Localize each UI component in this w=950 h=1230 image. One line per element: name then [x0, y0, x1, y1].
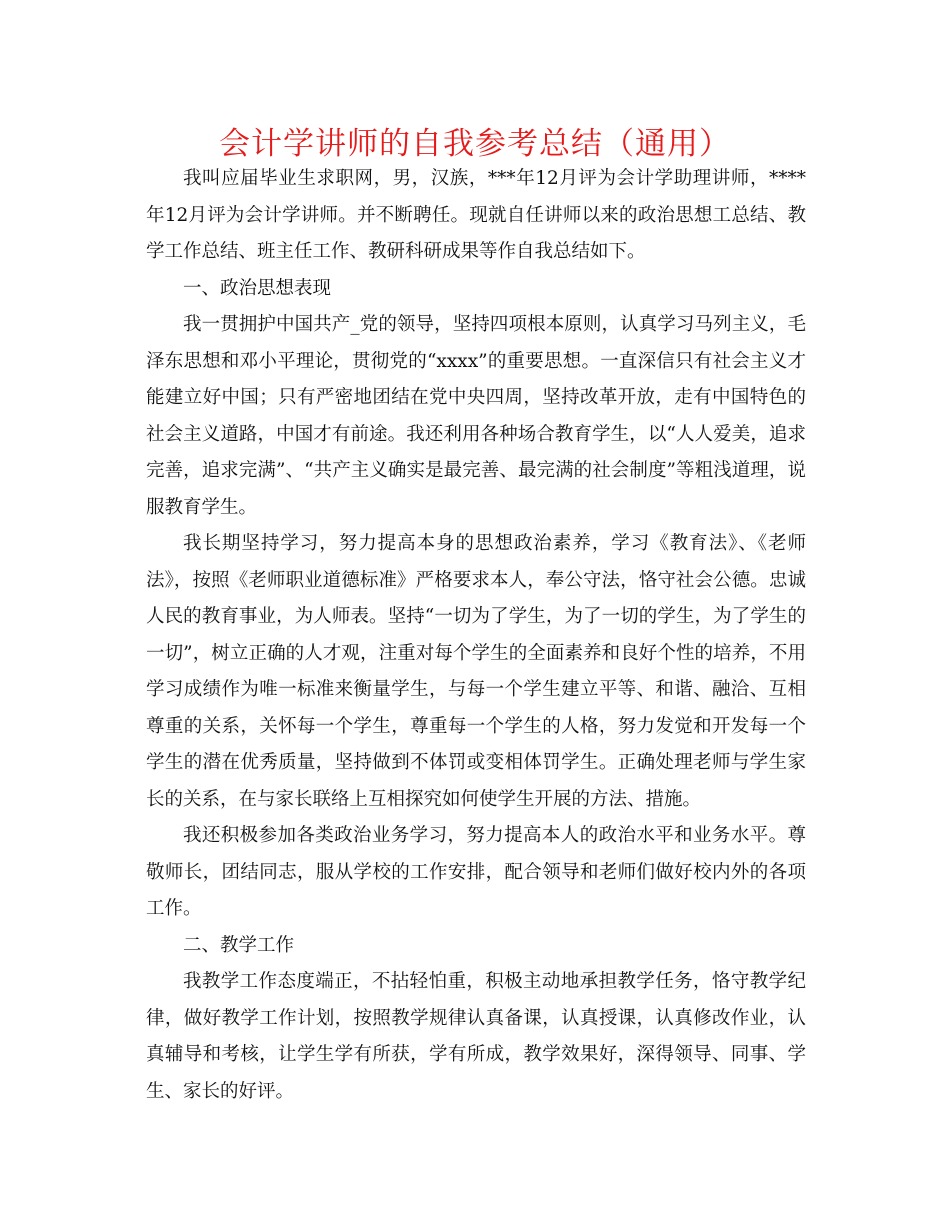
section-heading-teaching: 二、教学工作 — [183, 934, 295, 956]
paragraph-political-3: 我还积极参加各类政治业务学习，努力提高本人的政治水平和业务水平。尊敬师长，团结同志，服从学校的工作安排，配合领导和老师们做好校内外的各项工作。 — [146, 825, 806, 919]
paragraph-political-1: 我一贯拥护中国共产_党的领导，坚持四项根本原则，认真学习马列主义，毛泽东思想和邓小平理论，贯彻党的“xxxx”的重要思想。一直深信只有社会主义才能建立好中国；只有严密地团结在党中央四周，坚持改革开放，走有中国特色的社会主义道路，中国才有前途。我还利用各种场合教育学生，以“人人爱美，追求完善，追求完满”、“共产主义确实是最完善、最完满的社会制度”等粗浅道理，说服教育学生。 — [146, 314, 806, 518]
document-title: 会计学讲师的自我参考总结（通用） — [219, 126, 731, 162]
paragraph-political-2: 我长期坚持学习，努力提高本身的思想政治素养，学习《教育法》、《老师法》，按照《老师职业道德标准》严格要求本人，奉公守法，恪守社会公德。忠诚人民的教育事业，为人师表。坚持“一切为了学生，为了一切的学生，为了学生的一切”，树立正确的人才观，注重对每个学生的全面素养和良好个性的培养，不用学习成绩作为唯一标准来衡量学生，与每一个学生建立平等、和谐、融洽、互相尊重的关系，关怀每一个学生，尊重每一个学生的人格，努力发觉和开发每一个学生的潜在优秀质量，坚持做到不体罚或变相体罚学生。正确处理老师与学生家长的关系，在与家长联络上互相探究如何使学生开展的方法、措施。 — [146, 533, 806, 810]
document-body — [146, 161, 806, 1110]
paragraph-intro: 我叫应届毕业生求职网，男，汉族，***年12月评为会计学助理讲师，****年12月评为会计学讲师。并不断聘任。现就自任讲师以来的政治思想工总结、教学工作总结、班主任工作、教研科研成果等作自我总结如下。 — [146, 168, 806, 262]
section-heading-political: 一、政治思想表现 — [183, 277, 332, 299]
paragraph-teaching-1: 我教学工作态度端正，不拈轻怕重，积极主动地承担教学任务，恪守教学纪律，做好教学工作计划，按照教学规律认真备课，认真授课，认真修改作业，认真辅导和考核，让学生学有所获，学有所成，教学效果好，深得领导、同事、学生、家长的好评。 — [146, 971, 806, 1102]
